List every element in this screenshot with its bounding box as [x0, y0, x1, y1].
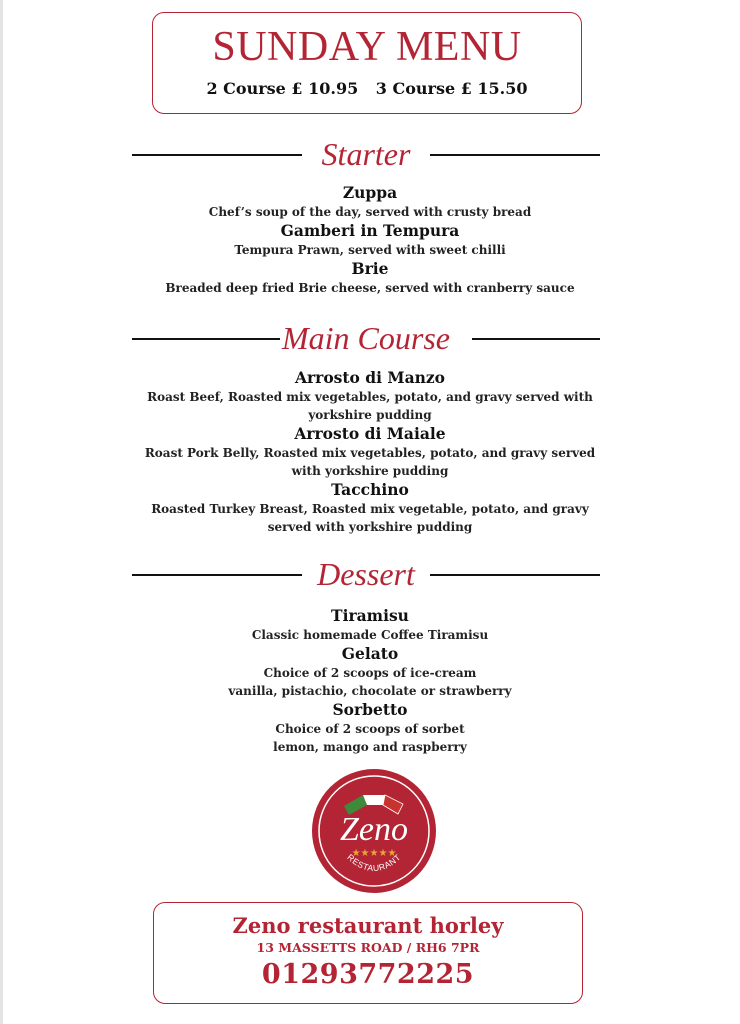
- item-desc: Choice of 2 scoops of ice-cream: [263, 666, 477, 680]
- item-name: Zuppa: [342, 183, 398, 202]
- contact-box: [153, 902, 583, 1004]
- item-desc: Choice of 2 scoops of sorbet: [275, 722, 465, 736]
- item-desc: with yorkshire pudding: [291, 464, 449, 478]
- section-heading-starter: [130, 134, 602, 174]
- item-desc: Tempura Prawn, served with sweet chilli: [234, 243, 506, 257]
- logo-stars: ★★★★★: [351, 848, 397, 859]
- item-name: Brie: [351, 259, 389, 278]
- section-title: Main Course: [282, 320, 450, 356]
- section-heading-dessert: [130, 554, 602, 594]
- item-name: Arrosto di Maiale: [294, 424, 446, 443]
- item-desc: lemon, mango and raspberry: [273, 740, 467, 754]
- menu-title: SUNDAY MENU: [212, 24, 522, 70]
- restaurant-name: Zeno restaurant horley: [232, 913, 504, 938]
- item-desc: yorkshire pudding: [308, 408, 432, 422]
- item-name: Gelato: [341, 644, 399, 663]
- item-desc: served with yorkshire pudding: [267, 520, 473, 534]
- dessert-items: [130, 606, 610, 756]
- starter-items: [130, 183, 610, 297]
- restaurant-phone: 01293772225: [261, 959, 475, 990]
- item-desc: Roast Beef, Roasted mix vegetables, potato, and gravy served with: [147, 390, 593, 404]
- item-desc: Chef’s soup of the day, served with crusty bread: [208, 205, 532, 219]
- page-edge: [0, 0, 3, 1024]
- item-desc: Classic homemade Coffee Tiramisu: [251, 628, 489, 642]
- item-desc: Roast Pork Belly, Roasted mix vegetables, potato, and gravy served: [144, 446, 596, 460]
- main-course-items: [130, 368, 610, 536]
- item-desc: vanilla, pistachio, chocolate or strawberry: [228, 684, 512, 698]
- section-title: Starter: [321, 136, 411, 172]
- two-course-price: 2 Course £ 10.95: [206, 79, 359, 98]
- title-box: [152, 12, 582, 114]
- zeno-logo: [311, 768, 437, 894]
- item-name: Gamberi in Tempura: [280, 221, 460, 240]
- item-name: Arrosto di Manzo: [294, 368, 446, 387]
- three-course-price: 3 Course £ 15.50: [375, 79, 528, 98]
- item-name: Tacchino: [331, 480, 409, 499]
- item-name: Tiramisu: [331, 606, 409, 625]
- logo-wordmark: Zeno: [340, 811, 408, 848]
- item-desc: Roasted Turkey Breast, Roasted mix vegetable, potato, and gravy: [151, 502, 589, 516]
- item-name: Sorbetto: [332, 700, 408, 719]
- price-line: [153, 79, 581, 98]
- logo-restaurant-text: RESTAURANT: [345, 851, 403, 874]
- section-heading-main-course: [130, 318, 602, 358]
- restaurant-address: 13 MASSETTS ROAD / RH6 7PR: [256, 940, 480, 955]
- section-title: Dessert: [317, 556, 415, 592]
- item-desc: Breaded deep fried Brie cheese, served with cranberry sauce: [165, 281, 575, 295]
- zeno-logo-graphic: [311, 768, 437, 894]
